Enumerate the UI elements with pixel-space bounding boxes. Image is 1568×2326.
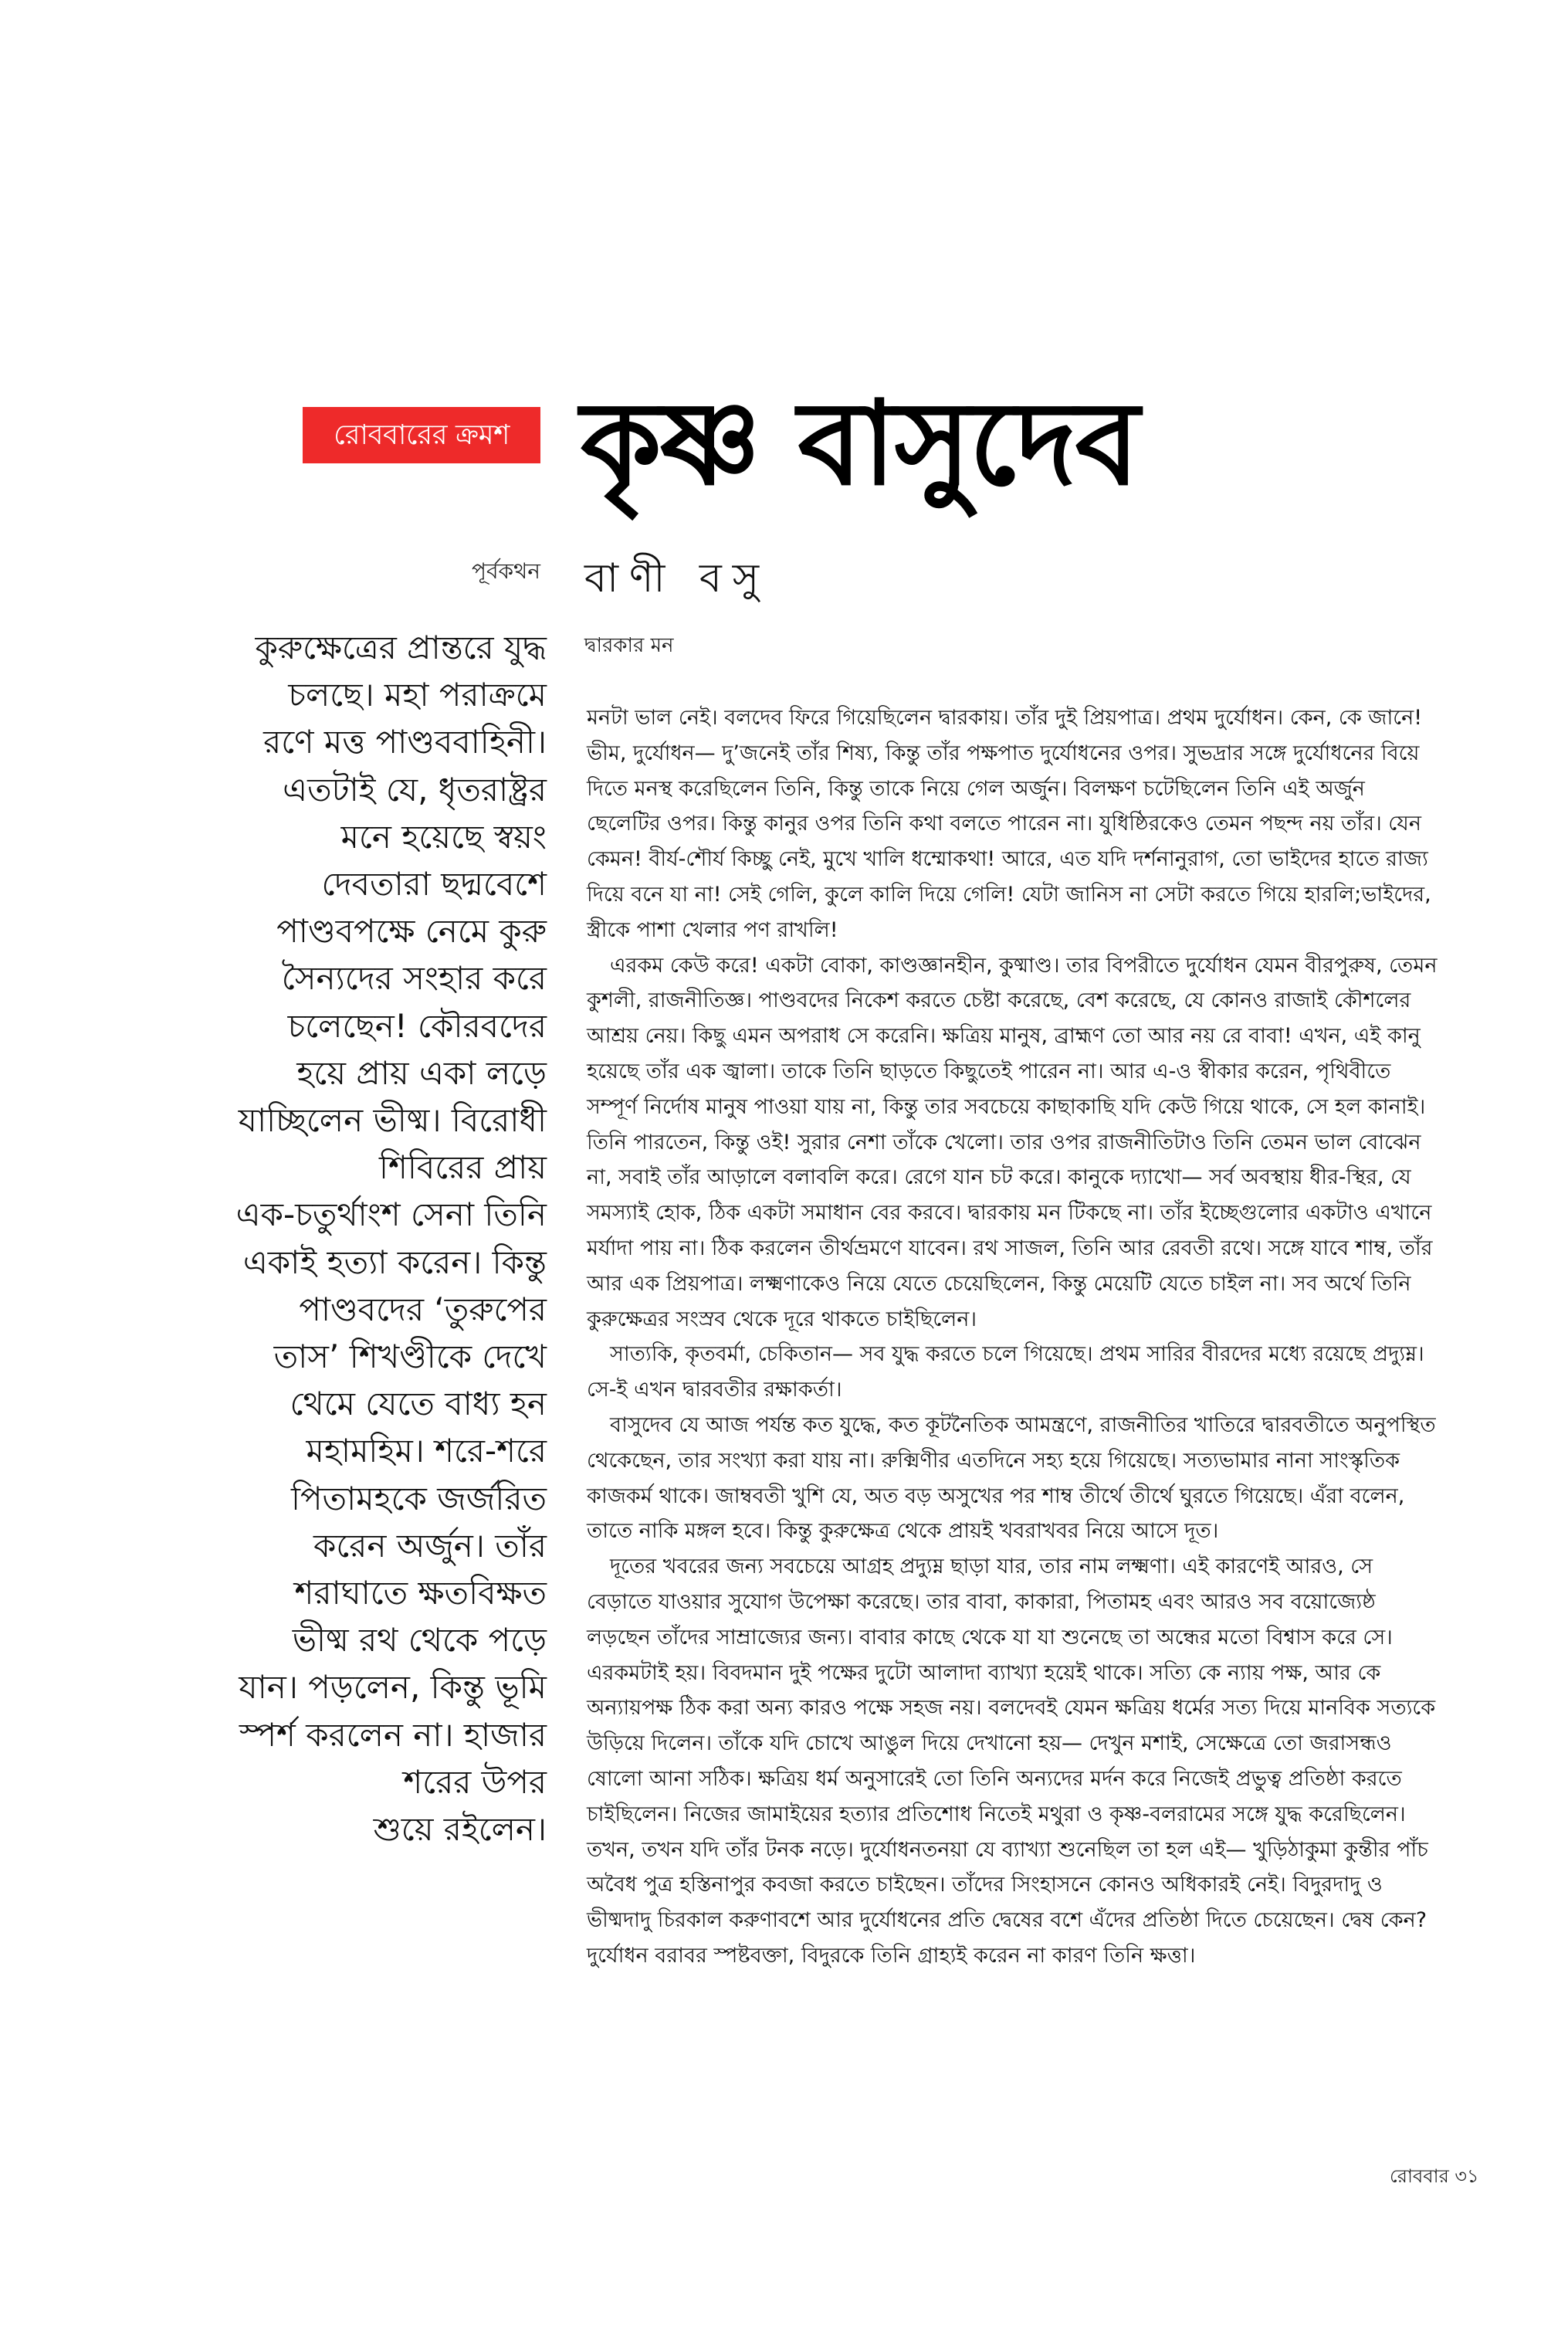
body-paragraph: দূতের খবরের জন্য সবচেয়ে আগ্রহ প্রদ্যুম্ন ছাড়া যার, তার নাম লক্ষ্মণা। এই কারণেই আরও, সে বেড়াতে যাওয়ার সুযোগ উপেক্ষা করেছে। তার বাবা, কাকারা, পিতামহ এবং আরও সব বয়োজ্যেষ্ঠ লড়ছেন তাঁদের সাম্রাজ্যের জন্য। বাবার কাছে থেকে যা যা শুনেছে তা অন্ধের মতো বিশ্বাস করে সে। এরকমটাই হয়। বিবদমান দুই পক্ষের দুটো আলাদা ব্যাখ্যা হয়েই থাকে। সত্যি কে ন্যায় পক্ষ, আর কে অন্যায়পক্ষ ঠিক করা অন্য কারও পক্ষে সহজ নয়। বলদেবই যেমন ক্ষত্রিয় ধর্মের সত্য দিয়ে মানবিক সত্যকে উড়িয়ে দিলেন। তাঁকে যদি চোখে আঙুল দিয়ে দেখানো হয়— দেখুন মশাই, সেক্ষেত্রে তো জরাসন্ধও ষোলো আনা সঠিক। ক্ষত্রিয় ধর্ম অনুসারেই তো তিনি অন্যদের মর্দন করে নিজেই প্রভুত্ব প্রতিষ্ঠা করতে চাইছিলেন। নিজের জামাইয়ের হত্যার প্রতিশোধ নিতেই মথুরা ও কৃষ্ণ-বলরামের সঙ্গে যুদ্ধ করেছিলেন। তখন, তখন যদি তাঁর টনক নড়ে। দুর্যোধনতনয়া যে ব্যাখ্যা শুনেছিল তা হল এই— খুড়িঠাকুমা কুন্তীর পাঁচ অবৈধ পুত্র হস্তিনাপুর কবজা করতে চাইছেন। তাঁদের সিংহাসনে কোনও অধিকারই নেই। বিদুরদাদু ও ভীষ্মদাদু চিরকাল করুণাবশে আর দুর্যোধনের প্রতি দ্বেষের বশে এঁদের প্রতিষ্ঠা দিতে চেয়েছেন। দ্বেষ কেন? দুর্যোধন বরাবর স্পষ্টবক্তা, বিদুরকে তিনি গ্রাহ্যই করেন না কারণ তিনি ক্ষত্তা। xyxy=(587,1555,1436,1968)
pullquote-line: এক-চতুর্থাংশ সেনা তিনি xyxy=(235,1195,547,1234)
pullquote-line: দেবতারা ছদ্মবেশে xyxy=(321,865,547,904)
section-subhead: দ্বারকার মন xyxy=(584,634,674,657)
pullquote-line: কুরুক্ষেত্রের প্রান্তরে যুদ্ধ xyxy=(255,629,547,666)
pullquote-line: শিবিরের প্রায় xyxy=(379,1148,547,1187)
pullquote-line: থেমে যেতে বাধ্য হন xyxy=(290,1385,547,1423)
body-paragraph: মনটা ভাল নেই। বলদেব ফিরে গিয়েছিলেন দ্বারকায়। তাঁর দুই প্রিয়পাত্র। প্রথম দুর্যোধন। কেন, কে জানে! ভীম, দুর্যোধন— দু’জনেই তাঁর শিষ্য, কিন্তু তাঁর পক্ষপাত দুর্যোধনের ওপর। সুভদ্রার সঙ্গে দুর্যোধনের বিয়ে দিতে মনস্থ করেছিলেন তিনি, কিন্তু তাকে নিয়ে গেল অর্জুন। বিলক্ষণ চটেছিলেন তিনি এই অর্জুন ছেলেটির ওপর। কিন্তু কানুর ওপর তিনি কথা বলতে পারেন না। যুধিষ্ঠিরকেও তেমন পছন্দ নয় তাঁর। যেন কেমন! বীর্য-শৌর্য কিচ্ছু নেই, মুখে খালি ধম্মোকথা! আরে, এত যদি দর্শনানুরাগ, তো ভাইদের হাতে রাজ্য দিয়ে বনে যা না! সেই গেলি, কুলে কালি দিয়ে গেলি! যেটা জানিস না সেটা করতে গিয়ে হারলি;ভাইদের, স্ত্রীকে পাশা খেলার পণ রাখলি! xyxy=(587,706,1431,942)
pullquote-line: পাণ্ডবদের ‘তুরুপের xyxy=(299,1290,547,1328)
pullquote-line: হয়ে প্রায় একা লড়ে xyxy=(296,1053,547,1092)
article-title: কৃষ্ণ বাসুদেব xyxy=(581,377,1139,511)
pullquote-line: ভীষ্ম রথ থেকে পড়ে xyxy=(292,1621,547,1660)
pullquote-line: শরাঘাতে ক্ষতবিক্ষত xyxy=(294,1574,547,1612)
pullquote-line: মনে হয়েছে স্বয়ং xyxy=(340,817,547,856)
pullquote-line: একাই হত্যা করেন। কিন্তু xyxy=(242,1243,547,1281)
body-paragraph: সাত্যকি, কৃতবর্মা, চেকিতান— সব যুদ্ধ করতে চলে গিয়েছে। প্রথম সারির বীরদের মধ্যে রয়েছে প্রদ্যুম্ন। সে-ই এখন দ্বারবতীর রক্ষাকর্তা। xyxy=(587,1342,1424,1402)
body-paragraph: এরকম কেউ করে! একটা বোকা, কাণ্ডজ্ঞানহীন, কুষ্মাণ্ড। তার বিপরীতে দুর্যোধন যেমন বীরপুরুষ, তেমন কুশলী, রাজনীতিজ্ঞ। পাণ্ডবদের নিকেশ করতে চেষ্টা করেছে, বেশ করেছে, যে কোনও রাজাই কৌশলের আশ্রয় নেয়। কিছু এমন অপরাধ সে করেনি। ক্ষত্রিয় মানুষ, ব্রাহ্মণ তো আর নয় রে বাবা! এখন, এই কানু হয়েছে তাঁর এক জ্বালা। তাকে তিনি ছাড়তে কিছুতেই পারেন না। আর এ-ও স্বীকার করেন, পৃথিবীতে সম্পূর্ণ নির্দোষ মানুষ পাওয়া যায় না, কিন্তু তার সবচেয়ে কাছাকাছি যদি কেউ গিয়ে থাকে, সে হল কানাই। তিনি পারতেন, কিন্তু ওই! সুরার নেশা তাঁকে খেলো। তার ওপর রাজনীতিটাও তিনি তেমন ভাল বোঝেন না, সবাই তাঁর আড়ালে বলাবলি করে। রেগে যান চট করে। কানুকে দ্যাখো— সর্ব অবস্থায় ধীর-স্থির, যে সমস্যাই হোক, ঠিক একটা সমাধান বের করবে। দ্বারকায় মন টিকছে না। তাঁর ইচ্ছেগুলোর একটাও এখানে মর্যাদা পায় না। ঠিক করলেন তীর্থভ্রমণে যাবেন। রথ সাজল, তিনি আর রেবতী রথে। সঙ্গে যাবে শাম্ব, তাঁর আর এক প্রিয়পাত্র। লক্ষ্মণাকেও নিয়ে যেতে চেয়েছিলেন, কিন্তু মেয়েটি যেতে চাইল না। সব অর্থে তিনি কুরুক্ষেত্রর সংস্রব থেকে দূরে থাকতে চাইছিলেন। xyxy=(587,953,1438,1331)
pullquote-line: রণে মত্ত পাণ্ডববাহিনী। xyxy=(263,723,547,761)
pullquote-line: চলছে। মহা পরাক্রমে xyxy=(288,676,547,714)
page-folio: রোববার ৩১ xyxy=(1390,2165,1479,2187)
body-paragraph: বাসুদেব যে আজ পর্যন্ত কত যুদ্ধে, কত কূটনৈতিক আমন্ত্রণে, রাজনীতির খাতিরে দ্বারবতীতে অনুপস্থিত থেকেছেন, তার সংখ্যা করা যায় না। রুক্মিণীর এতদিনে সহ্য হয়ে গিয়েছে। সত্যভামার নানা সাংস্কৃতিক কাজকর্ম থাকে। জাম্ববতী খুশি যে, অত বড় অসুখের পর শাম্ব তীর্থে তীর্থে ঘুরতে গিয়েছে। এঁরা বলেন, তাতে নাকি মঙ্গল হবে। কিন্তু কুরুক্ষেত্র থেকে প্রায়ই খবরাখবর নিয়ে আসে দূত। xyxy=(587,1412,1436,1544)
pullquote-line: শুয়ে রইলেন। xyxy=(373,1810,547,1849)
pullquote-line: সৈন্যদের সংহার করে xyxy=(281,959,547,998)
author-byline: বাণী বসু xyxy=(584,555,770,602)
pullquote-line: তাস’ শিখণ্ডীকে দেখে xyxy=(273,1338,547,1376)
article-body xyxy=(587,700,1444,1974)
pullquote-line: চলেছেন! কৌরবদের xyxy=(287,1006,547,1045)
pullquote-line: এতটাই যে, ধৃতরাষ্ট্রর xyxy=(283,770,547,809)
series-badge-label: রোববারের ক্রমশ xyxy=(334,419,510,451)
pullquote-line: পাণ্ডবপক্ষে নেমে কুরু xyxy=(276,912,547,951)
pullquote-line: মহামহিম। শরে-শরে xyxy=(306,1432,547,1470)
pullquote-line: যান। পড়লেন, কিন্তু ভূমি xyxy=(239,1668,547,1707)
pullquote-line: স্পর্শ করলেন না। হাজার xyxy=(239,1715,547,1754)
pullquote-line: করেন অর্জুন। তাঁর xyxy=(313,1526,547,1565)
pullquote-line: যাচ্ছিলেন ভীষ্ম। বিরোধী xyxy=(238,1101,547,1140)
pullquote-line: পিতামহকে জর্জরিত xyxy=(291,1479,547,1517)
kicker-label: পূর্বকথন xyxy=(471,558,540,584)
pullquote-line: শরের উপর xyxy=(403,1762,547,1801)
series-badge xyxy=(303,407,540,463)
pullquote xyxy=(139,624,547,1853)
